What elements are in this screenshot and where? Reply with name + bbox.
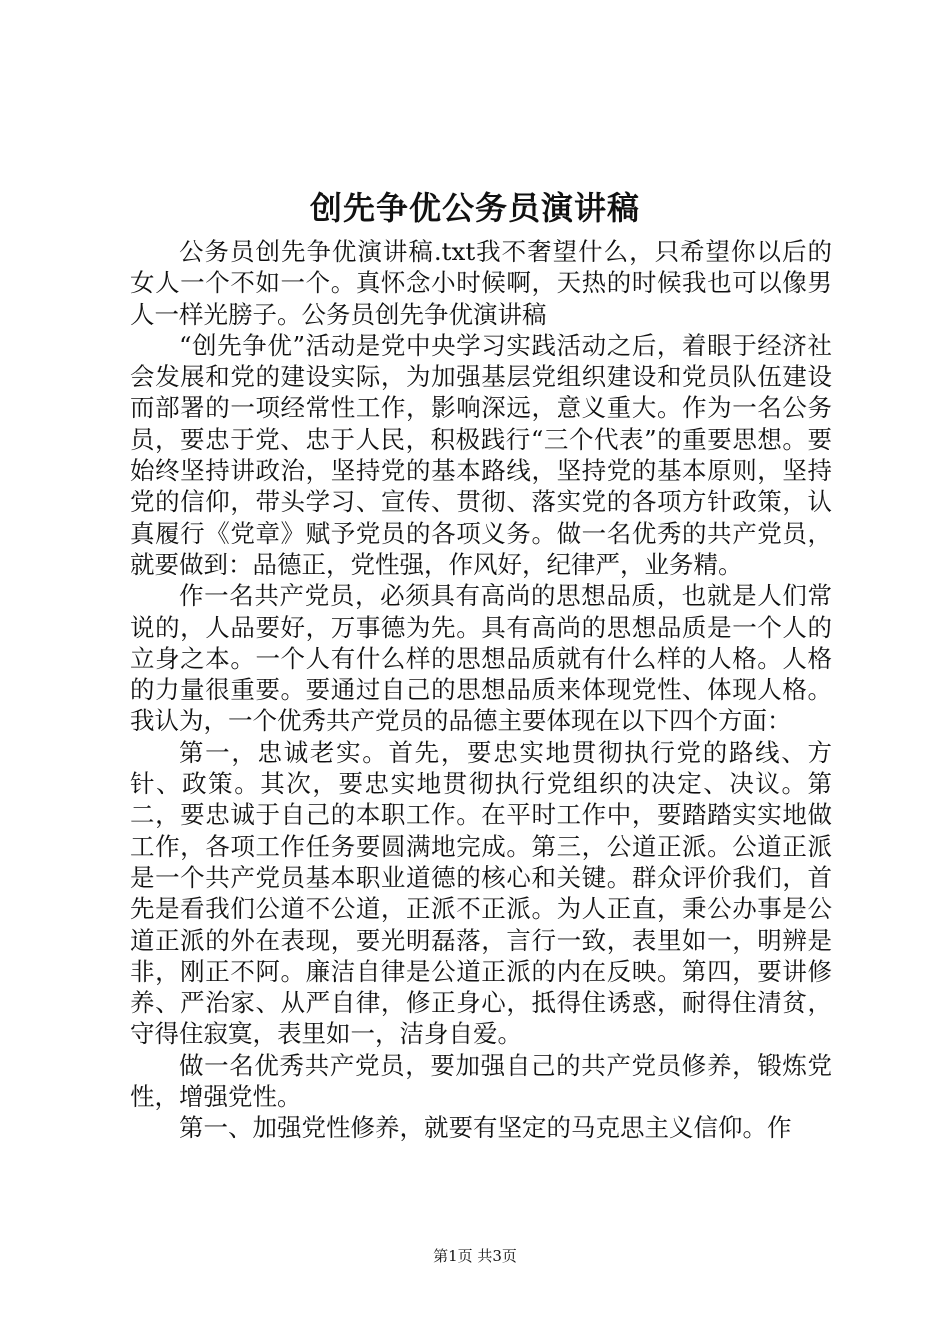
document-body: [130, 236, 832, 1144]
document-title: 创先争优公务员演讲稿: [309, 189, 640, 227]
paragraph: 公务员创先争优演讲稿.txt我不奢望什么，只希望你以后的女人一个不如一个。真怀念小时候啊，天热的时候我也可以像男人一样光膀子。公务员创先争优演讲稿: [130, 237, 832, 329]
paragraph: “创先争优”活动是党中央学习实践活动之后，着眼于经济社会发展和党的建设实际，为加强基层党组织建设和党员队伍建设而部署的一项经常性工作，影响深远，意义重大。作为一名公务员，要忠于党、忠于人民，积极践行“三个代表”的重要思想。要始终坚持讲政治，坚持党的基本路线，坚持党的基本原则，坚持党的信仰，带头学习、宣传、贯彻、落实党的各项方针政策，认真履行《党章》赋予党员的各项义务。做一名优秀的共产党员，就要做到：品德正，党性强，作风好，纪律严，业务精。: [130, 330, 832, 579]
page-footer: 第1页 共3页: [433, 1247, 517, 1265]
paragraph: 作一名共产党员，必须具有高尚的思想品质，也就是人们常说的，人品要好，万事德为先。具有高尚的思想品质是一个人的立身之本。一个人有什么样的思想品质就有什么样的人格。人格的力量很重要。要通过自己的思想品质来体现党性、体现人格。我认为，一个优秀共产党员的品德主要体现在以下四个方面：: [130, 581, 832, 736]
paragraph: 第一、加强党性修养，就要有坚定的马克思主义信仰。作: [179, 1113, 792, 1143]
paragraph: 第一，忠诚老实。首先，要忠实地贯彻执行党的路线、方针、政策。其次，要忠实地贯彻执行党组织的决定、决议。第二，要忠诚于自己的本职工作。在平时工作中，要踏踏实实地做工作，各项工作任务要圆满地完成。第三，公道正派。公道正派是一个共产党员基本职业道德的核心和关键。群众评价我们，首先是看我们公道不公道，正派不正派。为人正直，秉公办事是公道正派的外在表现，要光明磊落，言行一致，表里如一，明辨是非，刚正不阿。廉洁自律是公道正派的内在反映。第四，要讲修养、严治家、从严自律，修正身心，抵得住诱惑，耐得住清贫，守得住寂寞，表里如一，洁身自爱。: [130, 737, 832, 1049]
paragraph: 做一名优秀共产党员，要加强自己的共产党员修养，锻炼党性，增强党性。: [130, 1050, 832, 1112]
